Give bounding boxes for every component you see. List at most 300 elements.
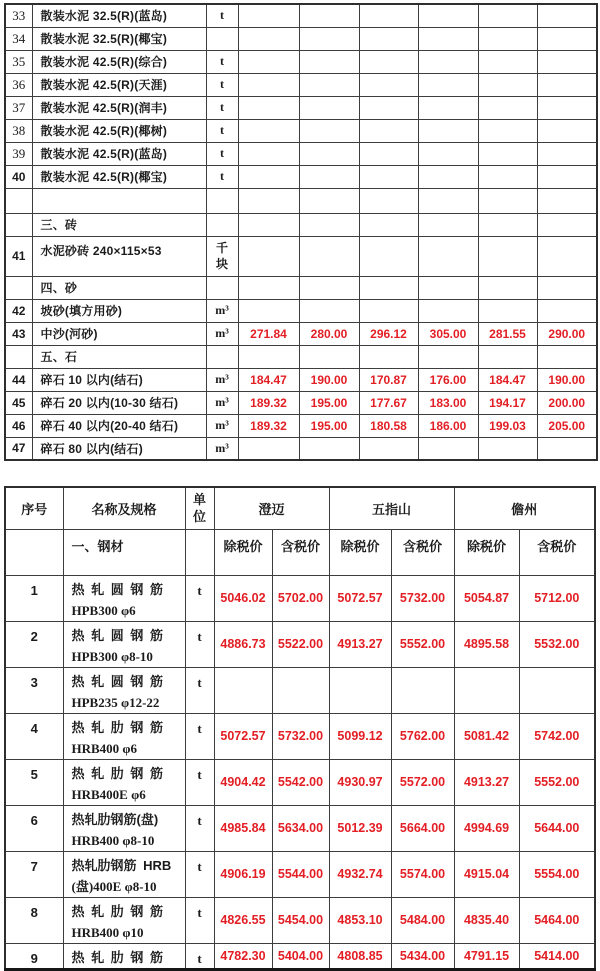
header-price-ex-tax: 除税价 [214, 529, 272, 575]
price-cell [537, 73, 597, 96]
price-cell [299, 96, 359, 119]
unit-cell: t [185, 851, 214, 897]
section-name-cell: 三、砖 [32, 213, 206, 236]
row-number-cell: 1 [5, 575, 63, 621]
price-cell [537, 4, 597, 27]
price-cell [478, 188, 537, 213]
header-price-ex-tax: 除税价 [329, 529, 391, 575]
price-cell: 4930.97 [329, 759, 391, 805]
material-row [5, 236, 597, 276]
material-row [5, 27, 597, 50]
price-cell: 5702.00 [272, 575, 329, 621]
unit-cell: t [206, 73, 238, 96]
header-unit-label: 单位 [185, 487, 214, 529]
price-cell: 4895.58 [454, 621, 519, 667]
price-cell: 5414.00 [519, 943, 595, 969]
price-cell [478, 73, 537, 96]
row-number-cell: 44 [5, 368, 32, 391]
price-cell: 5762.00 [391, 713, 454, 759]
price-cell: 5081.42 [454, 713, 519, 759]
price-cell [537, 236, 597, 276]
row-number-cell: 39 [5, 142, 32, 165]
price-cell [299, 165, 359, 188]
price-cell: 195.00 [299, 414, 359, 437]
item-name-cell [63, 759, 185, 805]
item-name-cell: 坡砂(填方用砂) [32, 299, 206, 322]
price-cell [478, 119, 537, 142]
price-cell [329, 667, 391, 713]
item-spec-line2: HPB300 φ8-10 [71, 648, 153, 664]
row-number-cell: 36 [5, 73, 32, 96]
price-cell [478, 437, 537, 460]
price-cell [537, 50, 597, 73]
item-name-line1: 热 轧 肋 钢 筋 [71, 949, 163, 965]
item-spec-line2: HRB400 φ8-10 [71, 832, 155, 848]
steel-row [5, 713, 595, 759]
header-city-wuzhishan: 五指山 [329, 487, 454, 529]
row-number-cell: 9 [5, 943, 63, 969]
row-number-cell: 4 [5, 713, 63, 759]
row-number-cell: 42 [5, 299, 32, 322]
unit-cell: 千块 [206, 236, 238, 276]
price-cell [299, 50, 359, 73]
price-cell: 170.87 [359, 368, 418, 391]
price-cell [238, 119, 299, 142]
steel-row [5, 667, 595, 713]
price-cell: 5554.00 [519, 851, 595, 897]
unit-cell: t [185, 805, 214, 851]
price-cell: 5434.00 [391, 943, 454, 969]
price-cell [238, 236, 299, 276]
header-empty-cell [185, 529, 214, 575]
price-cell: 180.58 [359, 414, 418, 437]
unit-cell: t [206, 119, 238, 142]
price-cell: 296.12 [359, 322, 418, 345]
row-number-cell: 8 [5, 897, 63, 943]
materials-table-body [5, 4, 597, 460]
price-document-page [0, 3, 600, 971]
steel-row [5, 805, 595, 851]
price-cell: 4853.10 [329, 897, 391, 943]
unit-cell: m³ [206, 299, 238, 322]
price-cell: 4932.74 [329, 851, 391, 897]
item-name-cell [63, 851, 185, 897]
price-cell: 5046.02 [214, 575, 272, 621]
price-cell: 305.00 [418, 322, 478, 345]
steel-row [5, 621, 595, 667]
price-cell [272, 667, 329, 713]
material-row [5, 119, 597, 142]
item-name-cell [63, 575, 185, 621]
row-number-cell: 3 [5, 667, 63, 713]
price-cell [299, 236, 359, 276]
material-row [5, 96, 597, 119]
price-cell: 205.00 [537, 414, 597, 437]
price-cell [359, 50, 418, 73]
row-number-cell [5, 345, 32, 368]
price-cell [418, 73, 478, 96]
price-cell [238, 142, 299, 165]
header-name-spec-label: 名称及规格 [63, 487, 185, 529]
steel-header-row-cities [5, 487, 595, 529]
price-cell [478, 165, 537, 188]
unit-cell [206, 188, 238, 213]
steel-row [5, 575, 595, 621]
price-cell [299, 73, 359, 96]
unit-cell: m³ [206, 414, 238, 437]
row-number-cell: 34 [5, 27, 32, 50]
material-row [5, 414, 597, 437]
price-cell [478, 236, 537, 276]
price-cell [238, 27, 299, 50]
empty-row [5, 188, 597, 213]
price-cell [299, 345, 359, 368]
price-cell: 4906.19 [214, 851, 272, 897]
unit-cell [206, 276, 238, 299]
row-number-cell: 7 [5, 851, 63, 897]
price-cell: 189.32 [238, 414, 299, 437]
price-cell [238, 188, 299, 213]
price-cell: 4913.27 [329, 621, 391, 667]
steel-row [5, 897, 595, 943]
price-cell [299, 142, 359, 165]
item-name-cell [63, 621, 185, 667]
item-name-line1: 热 轧 肋 钢 筋 [71, 719, 163, 735]
item-name-cell: 散装水泥 32.5(R)(椰宝) [32, 27, 206, 50]
row-number-cell [5, 188, 32, 213]
price-cell [418, 50, 478, 73]
section-name-cell: 四、砂 [32, 276, 206, 299]
row-number-cell: 45 [5, 391, 32, 414]
price-cell [299, 27, 359, 50]
row-number-cell: 38 [5, 119, 32, 142]
unit-cell: t [185, 575, 214, 621]
material-row [5, 368, 597, 391]
item-name-line1: 热 轧 圆 钢 筋 [71, 673, 163, 689]
price-cell [478, 213, 537, 236]
item-name-line1: 热轧肋钢筋(盘) [71, 811, 159, 827]
price-cell [359, 213, 418, 236]
price-cell [359, 437, 418, 460]
item-name-cell [63, 943, 185, 969]
header-price-inc-tax: 含税价 [519, 529, 595, 575]
price-cell [418, 236, 478, 276]
header-city-chengmai: 澄迈 [214, 487, 329, 529]
price-cell [418, 96, 478, 119]
item-name-cell: 散装水泥 42.5(R)(椰宝) [32, 165, 206, 188]
price-cell [238, 276, 299, 299]
header-empty-cell [5, 529, 63, 575]
row-number-cell: 37 [5, 96, 32, 119]
price-cell: 281.55 [478, 322, 537, 345]
item-name-cell [63, 897, 185, 943]
price-cell [299, 299, 359, 322]
price-cell [238, 50, 299, 73]
price-cell: 199.03 [478, 414, 537, 437]
row-number-cell: 41 [5, 236, 32, 276]
price-cell: 5572.00 [391, 759, 454, 805]
unit-cell: t [185, 943, 214, 969]
price-cell: 5544.00 [272, 851, 329, 897]
price-cell [238, 213, 299, 236]
price-cell [214, 667, 272, 713]
unit-cell: t [206, 50, 238, 73]
item-name-line1: 热 轧 肋 钢 筋 [71, 765, 163, 781]
price-cell: 184.47 [238, 368, 299, 391]
price-cell: 5464.00 [519, 897, 595, 943]
unit-cell: m³ [206, 368, 238, 391]
price-cell [537, 276, 597, 299]
unit-cell: t [185, 759, 214, 805]
price-cell: 5454.00 [272, 897, 329, 943]
price-cell [359, 236, 418, 276]
item-spec-line2: HPB300 φ6 [71, 602, 136, 618]
section-row [5, 276, 597, 299]
price-cell [537, 213, 597, 236]
item-name-line1: 热 轧 肋 钢 筋 [71, 903, 163, 919]
price-cell: 5522.00 [272, 621, 329, 667]
price-cell: 5484.00 [391, 897, 454, 943]
section-row [5, 213, 597, 236]
price-cell [359, 345, 418, 368]
item-name-cell: 散装水泥 42.5(R)(椰树) [32, 119, 206, 142]
row-number-cell: 40 [5, 165, 32, 188]
price-cell: 5742.00 [519, 713, 595, 759]
price-cell: 5664.00 [391, 805, 454, 851]
item-name-cell: 散装水泥 42.5(R)(综合) [32, 50, 206, 73]
material-row [5, 4, 597, 27]
price-cell: 5072.57 [329, 575, 391, 621]
material-row [5, 437, 597, 460]
price-cell: 184.47 [478, 368, 537, 391]
price-cell [359, 165, 418, 188]
price-cell [359, 119, 418, 142]
price-cell [238, 4, 299, 27]
steel-price-table [4, 486, 596, 971]
price-cell: 280.00 [299, 322, 359, 345]
price-cell [418, 213, 478, 236]
item-name-cell: 碎石 20 以内(10-30 结石) [32, 391, 206, 414]
price-cell [299, 213, 359, 236]
price-cell [478, 50, 537, 73]
price-cell [418, 119, 478, 142]
steel-row [5, 943, 595, 969]
price-cell: 177.67 [359, 391, 418, 414]
price-cell: 5012.39 [329, 805, 391, 851]
price-cell: 4886.73 [214, 621, 272, 667]
price-cell: 4835.40 [454, 897, 519, 943]
price-cell: 4913.27 [454, 759, 519, 805]
price-cell [299, 188, 359, 213]
price-cell: 200.00 [537, 391, 597, 414]
price-cell [537, 96, 597, 119]
price-cell [359, 27, 418, 50]
section-name-cell: 五、石 [32, 345, 206, 368]
price-cell [391, 667, 454, 713]
price-cell [418, 188, 478, 213]
price-cell [418, 142, 478, 165]
price-cell [238, 345, 299, 368]
unit-cell: t [185, 621, 214, 667]
price-cell: 4791.15 [454, 943, 519, 969]
price-cell: 183.00 [418, 391, 478, 414]
header-city-danzhou: 儋州 [454, 487, 595, 529]
price-cell [478, 96, 537, 119]
price-cell [537, 437, 597, 460]
price-cell: 5634.00 [272, 805, 329, 851]
price-cell [359, 142, 418, 165]
steel-header-row-prices [5, 529, 595, 575]
price-cell: 5404.00 [272, 943, 329, 969]
unit-cell: m³ [206, 322, 238, 345]
material-row [5, 299, 597, 322]
item-name-cell [63, 667, 185, 713]
price-cell: 5732.00 [391, 575, 454, 621]
unit-cell: t [185, 713, 214, 759]
item-name-cell: 碎石 40 以内(20-40 结石) [32, 414, 206, 437]
price-cell: 5644.00 [519, 805, 595, 851]
row-number-cell: 2 [5, 621, 63, 667]
price-cell [418, 437, 478, 460]
item-name-cell: 中沙(河砂) [32, 322, 206, 345]
price-cell [454, 667, 519, 713]
price-cell [359, 4, 418, 27]
header-seq-label: 序号 [5, 487, 63, 529]
item-name-cell [63, 713, 185, 759]
row-number-cell [5, 276, 32, 299]
price-cell: 5732.00 [272, 713, 329, 759]
price-cell: 4915.04 [454, 851, 519, 897]
price-cell: 5574.00 [391, 851, 454, 897]
price-cell [418, 27, 478, 50]
unit-cell: m³ [206, 437, 238, 460]
price-cell [299, 437, 359, 460]
price-cell [299, 4, 359, 27]
price-cell [238, 437, 299, 460]
item-name-cell: 水泥砂砖 240×115×53 [32, 236, 206, 276]
price-cell: 271.84 [238, 322, 299, 345]
price-cell: 290.00 [537, 322, 597, 345]
price-cell [478, 345, 537, 368]
row-number-cell [5, 213, 32, 236]
price-cell [359, 299, 418, 322]
price-cell [299, 276, 359, 299]
price-cell [359, 73, 418, 96]
price-cell: 4826.55 [214, 897, 272, 943]
material-row [5, 391, 597, 414]
price-cell [537, 345, 597, 368]
price-cell: 5542.00 [272, 759, 329, 805]
item-name-cell: 散装水泥 42.5(R)(天涯) [32, 73, 206, 96]
item-spec-line2: HRB400E φ6 [71, 786, 146, 802]
price-cell [238, 73, 299, 96]
row-number-cell: 47 [5, 437, 32, 460]
steel-row [5, 851, 595, 897]
price-cell [359, 188, 418, 213]
item-name-line1: 热 轧 圆 钢 筋 [71, 627, 163, 643]
price-cell [478, 4, 537, 27]
material-row [5, 165, 597, 188]
price-cell: 4985.84 [214, 805, 272, 851]
item-name-cell: 散装水泥 42.5(R)(润丰) [32, 96, 206, 119]
unit-cell [206, 27, 238, 50]
item-spec-line2: (盘)400E φ8-10 [71, 878, 157, 894]
price-cell: 186.00 [418, 414, 478, 437]
price-cell [537, 299, 597, 322]
unit-cell: t [185, 667, 214, 713]
price-cell [519, 667, 595, 713]
row-number-cell: 43 [5, 322, 32, 345]
price-cell [537, 165, 597, 188]
price-cell [359, 276, 418, 299]
price-cell [418, 345, 478, 368]
unit-cell: t [206, 142, 238, 165]
unit-cell: t [206, 165, 238, 188]
price-cell: 5532.00 [519, 621, 595, 667]
header-price-inc-tax: 含税价 [391, 529, 454, 575]
price-cell [418, 299, 478, 322]
row-number-cell: 33 [5, 4, 32, 27]
price-cell [238, 165, 299, 188]
item-name-cell: 散装水泥 32.5(R)(蓝岛) [32, 4, 206, 27]
price-cell: 189.32 [238, 391, 299, 414]
price-cell [478, 299, 537, 322]
unit-cell [206, 345, 238, 368]
price-cell: 5054.87 [454, 575, 519, 621]
steel-row [5, 759, 595, 805]
price-cell [238, 96, 299, 119]
price-cell: 190.00 [537, 368, 597, 391]
steel-table-body [5, 575, 595, 969]
price-cell: 5552.00 [519, 759, 595, 805]
price-cell [359, 96, 418, 119]
price-cell: 5712.00 [519, 575, 595, 621]
row-number-cell: 6 [5, 805, 63, 851]
material-row [5, 50, 597, 73]
price-cell: 5072.57 [214, 713, 272, 759]
item-spec-line2: HRB400 φ6 [71, 740, 138, 756]
price-cell [478, 276, 537, 299]
materials-price-table [4, 3, 598, 461]
unit-cell [206, 213, 238, 236]
header-price-inc-tax: 含税价 [272, 529, 329, 575]
item-name-line1: 热 轧 圆 钢 筋 [71, 581, 163, 597]
unit-cell: m³ [206, 391, 238, 414]
price-cell [299, 119, 359, 142]
section-row [5, 345, 597, 368]
material-row [5, 142, 597, 165]
price-cell [418, 165, 478, 188]
price-cell: 4782.30 [214, 943, 272, 969]
unit-cell: t [185, 897, 214, 943]
price-cell [537, 119, 597, 142]
item-spec-line2: HRB400 φ10 [71, 924, 144, 940]
section-title-steel: 一、钢材 [63, 529, 185, 575]
item-name-line1: 热轧肋钢筋 HRB [71, 857, 172, 873]
row-number-cell: 5 [5, 759, 63, 805]
price-cell: 4994.69 [454, 805, 519, 851]
price-cell: 190.00 [299, 368, 359, 391]
price-cell: 5552.00 [391, 621, 454, 667]
row-number-cell: 35 [5, 50, 32, 73]
price-cell [418, 276, 478, 299]
item-name-cell [63, 805, 185, 851]
price-cell [537, 188, 597, 213]
unit-cell: t [206, 96, 238, 119]
price-cell [418, 4, 478, 27]
item-name-cell: 散装水泥 42.5(R)(蓝岛) [32, 142, 206, 165]
price-cell: 176.00 [418, 368, 478, 391]
